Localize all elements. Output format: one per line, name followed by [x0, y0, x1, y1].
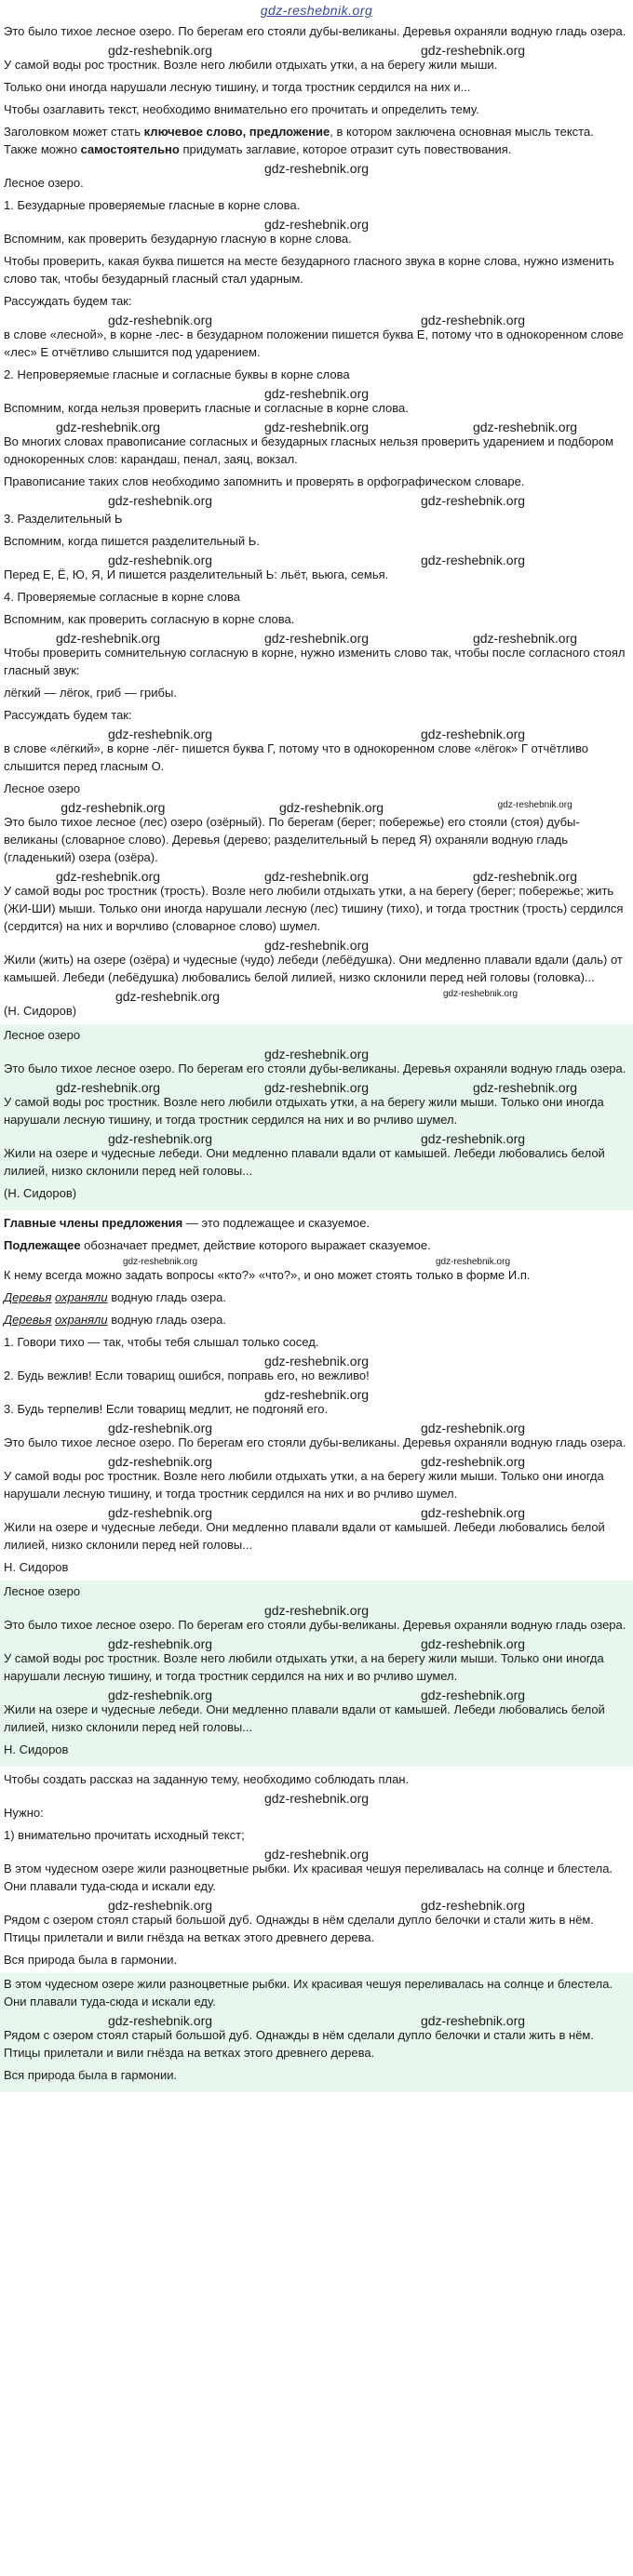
- annotated-paragraph-3: Жили (жить) на озере (озёра) и чудесные (чудо) лебеди (лебёдушка). Они медленно плавали вдали (даль) от камышей. Лебеди (лебёдушка) любовались белой лилией, низко склонили перед ней головы (головка)...: [4, 953, 623, 984]
- watermark: gdz-reshebnik.org: [472, 420, 578, 434]
- story-paragraph-2: Рядом с озером стоял старый большой дуб. Однажды в нём сделали дупло белочки и стали жить в нём. Птицы прилетали и вили гнёзда на ветках этого древнего дерева.: [4, 1913, 594, 1944]
- watermark: gdz-reshebnik.org: [263, 1047, 370, 1061]
- watermark: gdz-reshebnik.org: [107, 1688, 213, 1702]
- watermark: gdz-reshebnik.org: [472, 869, 578, 884]
- watermark-row: [4, 421, 629, 433]
- rule-line: Правописание таких слов необходимо запомнить и проверять в орфографическом словаре.: [4, 474, 525, 488]
- story-step-1: 1) внимательно прочитать исходный текст;: [4, 1828, 245, 1842]
- story-final-paragraph-2: Рядом с озером стоял старый большой дуб. Однажды в нём сделали дупло белочки и стали жить в нём. Птицы прилетали и вили гнёзда на ветках этого древнего дерева.: [4, 2028, 594, 2060]
- watermark-row: [4, 1355, 629, 1367]
- final-title: Лесное озеро: [4, 1584, 81, 1598]
- watermark: gdz-reshebnik.org: [420, 43, 526, 58]
- intro-paragraph-4: Чтобы озаглавить текст, необходимо внимательно его прочитать и определить тему.: [4, 102, 479, 116]
- rule-3-section: [4, 510, 629, 583]
- final-text-1: [0, 1024, 633, 1210]
- story-final: [0, 1973, 633, 2092]
- behavior-rule: 3. Будь терпелив! Если товарищ медлит, не подгоняй его.: [4, 1402, 329, 1416]
- watermark-row: [4, 1638, 629, 1649]
- story-intro: Чтобы создать рассказ на заданную тему, необходимо соблюдать план.: [4, 1772, 410, 1786]
- watermark-row: [4, 1422, 629, 1434]
- watermark: gdz-reshebnik.org: [55, 1080, 161, 1095]
- members-line-3: К нему всегда можно задать вопросы «кто?» «что?», и оно может стоять только в форме И.п.: [4, 1268, 531, 1282]
- watermark-row: [4, 1259, 629, 1266]
- watermark: gdz-reshebnik.org: [420, 2013, 526, 2028]
- watermark: gdz-reshebnik.org: [55, 869, 161, 884]
- rule-1-section: [4, 196, 629, 361]
- watermark: gdz-reshebnik.org: [114, 989, 221, 1004]
- rule-line: Рассуждать будем так:: [4, 294, 132, 308]
- watermark-row: [4, 1456, 629, 1467]
- watermark-row: [4, 1082, 629, 1093]
- watermark: gdz-reshebnik.org: [122, 1257, 198, 1267]
- watermark: gdz-reshebnik.org: [107, 727, 213, 741]
- story-section: [4, 1770, 629, 1969]
- watermark: gdz-reshebnik.org: [107, 1636, 213, 1651]
- watermark: gdz-reshebnik.org: [420, 1421, 526, 1435]
- watermark: gdz-reshebnik.org: [107, 313, 213, 327]
- site-header: [0, 0, 633, 22]
- watermark: gdz-reshebnik.org: [420, 1898, 526, 1913]
- watermark-row: [4, 728, 629, 740]
- example-sentence-2: [4, 1311, 629, 1328]
- watermark: gdz-reshebnik.org: [442, 989, 519, 999]
- watermark-row: [4, 219, 629, 230]
- predicate-underlined: охраняли: [55, 1290, 108, 1304]
- rule-title: 4. Проверяемые согласные в корне слова: [4, 590, 241, 604]
- rule-line: Во многих словах правописание согласных и безударных гласных нельзя проверить ударением и подбором однокоренных слов: карандаш, пенал, заяц, вокзал.: [4, 434, 614, 466]
- final-paragraph-1: Это было тихое лесное озеро. По берегам его стояли дубы-великаны. Деревья охраняли водную гладь озера.: [4, 1435, 626, 1449]
- final-author: Н. Сидоров: [4, 1560, 69, 1574]
- watermark-row: [4, 388, 629, 399]
- watermark: gdz-reshebnik.org: [263, 217, 370, 232]
- watermark: gdz-reshebnik.org: [263, 1603, 370, 1618]
- final-paragraph-3: Жили на озере и чудесные лебеди. Они медленно плавали вдали от камышей. Лебеди любовались белой лилией, низко склонили перед ней головы...: [4, 1702, 605, 1734]
- watermark: gdz-reshebnik.org: [420, 1454, 526, 1469]
- watermark-row: [4, 1900, 629, 1911]
- watermark: gdz-reshebnik.org: [263, 1080, 370, 1095]
- watermark: gdz-reshebnik.org: [263, 869, 370, 884]
- watermark-row: [4, 1507, 629, 1518]
- bold-text: ключевое слово, предложение: [143, 125, 330, 139]
- subject-underlined: Деревья: [4, 1313, 52, 1327]
- watermark: gdz-reshebnik.org: [107, 1505, 213, 1520]
- watermark-row: [4, 940, 629, 951]
- text: обозначает предмет, действие которого выражает сказуемое.: [80, 1238, 431, 1252]
- watermark: gdz-reshebnik.org: [107, 43, 213, 58]
- watermark: gdz-reshebnik.org: [107, 2013, 213, 2028]
- subject-underlined: Деревья: [4, 1290, 52, 1304]
- rule-line: лёгкий — лёгок, гриб — грибы.: [4, 686, 177, 700]
- watermark: gdz-reshebnik.org: [420, 1688, 526, 1702]
- watermark: gdz-reshebnik.org: [497, 800, 572, 810]
- watermark-row: [4, 163, 629, 174]
- page-content: [0, 22, 633, 2092]
- rule-line: в слове «лёгкий», в корне -лёг- пишется буква Г, потому что в однокоренном слове «лёгок» Г отчётливо слышится перед гласным О.: [4, 741, 588, 773]
- rule-line: в слове «лесной», в корне -лес- в безударном положении пишется буква Е, потому что в однокоренном слове «лес» Е отчётливо слышится под ударением.: [4, 327, 624, 359]
- rule-4-section: [4, 588, 629, 775]
- story-paragraph-1: В этом чудесном озере жили разноцветные рыбки. Их красивая чешуя переливалась на солнце и блестела. Они плавали туда-сюда и искали еду.: [4, 1862, 613, 1893]
- watermark: gdz-reshebnik.org: [107, 1898, 213, 1913]
- watermark-row: [4, 1048, 629, 1060]
- watermark-row: [4, 991, 629, 1002]
- final-paragraph-3: Жили на озере и чудесные лебеди. Они медленно плавали вдали от камышей. Лебеди любовались белой лилией, низко склонили перед ней головы...: [4, 1146, 605, 1178]
- watermark-row: [4, 871, 629, 882]
- rule-title: 1. Безударные проверяемые гласные в корне слова.: [4, 198, 301, 212]
- watermark-row: [4, 1389, 629, 1400]
- rule-line: Вспомним, как проверить безударную гласную в корне слова.: [4, 232, 352, 246]
- annotated-text-section: [4, 780, 629, 1020]
- watermark: gdz-reshebnik.org: [420, 1636, 526, 1651]
- rule-line: Вспомним, когда пишется разделительный Ь.: [4, 534, 260, 548]
- behavior-rules-section: [4, 1333, 629, 1418]
- watermark-row: [4, 1605, 629, 1616]
- title-lesnoe-ozero: Лесное озеро.: [4, 176, 84, 190]
- watermark: gdz-reshebnik.org: [420, 1131, 526, 1146]
- rule-line: Вспомним, когда нельзя проверить гласные и согласные в корне слова.: [4, 401, 409, 415]
- rule-line: Вспомним, как проверить согласную в корне слова.: [4, 612, 295, 626]
- final-paragraph-2: У самой воды рос тростник. Возле него любили отдыхать утки, а на берегу жили мыши. Только они иногда нарушали лесную тишину, и тогда тростник сердился на них и во рчливо шумел.: [4, 1651, 604, 1683]
- rule-line: Рассуждать будем так:: [4, 708, 132, 722]
- watermark-row: [4, 2015, 629, 2026]
- watermark: gdz-reshebnik.org: [263, 1387, 370, 1402]
- watermark: gdz-reshebnik.org: [278, 800, 384, 815]
- watermark-row: [4, 1133, 629, 1144]
- story-need: Нужно:: [4, 1806, 44, 1820]
- annotated-paragraph-2: У самой воды рос тростник (трость). Возле него любили отдыхать утки, а на берегу (берег; побережье; жить (ЖИ-ШИ) мыши. Только они иногда нарушали лесную (лес) тишину (тихо), и тогда тростник (трость) сердился (сердится) на них и ворчливо (словарное слово) шумел.: [4, 884, 624, 933]
- text: водную гладь озера.: [107, 1313, 227, 1327]
- final-paragraph-1: Это было тихое лесное озеро. По берегам его стояли дубы-великаны. Деревья охраняли водную гладь озера.: [4, 1061, 626, 1075]
- text: водную гладь озера.: [107, 1290, 227, 1304]
- text: — это подлежащее и сказуемое.: [182, 1216, 370, 1230]
- rule-line: Чтобы проверить, какая буква пишется на месте безударного гласного звука в корне слова, нужно изменить слово так, чтобы безударный гласный стал ударным.: [4, 254, 614, 286]
- behavior-rule: 2. Будь вежлив! Если товарищ ошибся, поправь его, но вежливо!: [4, 1368, 370, 1382]
- watermark: gdz-reshebnik.org: [263, 420, 370, 434]
- story-final-paragraph-1: В этом чудесном озере жили разноцветные рыбки. Их красивая чешуя переливалась на солнце и блестела. Они плавали туда-сюда и искали еду.: [4, 1977, 613, 2009]
- bold-text: Главные члены предложения: [4, 1216, 183, 1230]
- text: , в котором заключена основная мысль текста. Также можно: [4, 125, 594, 156]
- watermark: gdz-reshebnik.org: [107, 1131, 213, 1146]
- watermark: gdz-reshebnik.org: [107, 1421, 213, 1435]
- watermark-row: [4, 45, 629, 56]
- rule-line: Перед Е, Ё, Ю, Я, И пишется разделительный Ь: льёт, вьюга, семья.: [4, 567, 389, 581]
- annotated-paragraph-1: Это было тихое лесное (лес) озеро (озёрный). По берегам (берег; побережье) его стояли (стоя) дубы-великаны (словарное слово). Деревья (дерево; разделительный Ь перед Я) охраняли водную гладь (гладенький) озера (озёра).: [4, 815, 580, 864]
- final-author: Н. Сидоров: [4, 1742, 69, 1756]
- intro-paragraph-1: Это было тихое лесное озеро. По берегам его стояли дубы-великаны. Деревья охраняли водную гладь озера.: [4, 24, 626, 38]
- watermark: gdz-reshebnik.org: [107, 553, 213, 567]
- bold-text: Подлежащее: [4, 1238, 81, 1252]
- site-logo-link[interactable]: gdz-reshebnik.org: [260, 3, 373, 18]
- main-members-section: [4, 1214, 629, 1328]
- rule-line: Чтобы проверить сомнительную согласную в корне, нужно изменить слово так, чтобы после согласного стоял гласный звук:: [4, 646, 626, 677]
- rule-2-section: [4, 366, 629, 506]
- text: придумать заглавие, которое отразит суть повествования.: [179, 142, 512, 156]
- rule-title: 2. Непроверяемые гласные и согласные буквы в корне слова: [4, 367, 350, 381]
- watermark: gdz-reshebnik.org: [420, 727, 526, 741]
- watermark-row: [4, 802, 629, 813]
- watermark: gdz-reshebnik.org: [420, 1505, 526, 1520]
- watermark: gdz-reshebnik.org: [435, 1257, 511, 1267]
- final-text-2: [4, 1422, 629, 1576]
- watermark: gdz-reshebnik.org: [263, 631, 370, 646]
- final-title: Лесное озеро: [4, 1028, 81, 1042]
- watermark: gdz-reshebnik.org: [263, 386, 370, 401]
- intro-section: [4, 22, 629, 192]
- rule-title: 3. Разделительный Ь: [4, 512, 123, 526]
- watermark: gdz-reshebnik.org: [61, 800, 166, 815]
- text: Заголовком может стать: [4, 125, 144, 139]
- final-paragraph-2: У самой воды рос тростник. Возле него любили отдыхать утки, а на берегу жили мыши. Только они иногда нарушали лесную тишину, и тогда тростник сердился на них и во рчливо шумел.: [4, 1095, 604, 1127]
- watermark: gdz-reshebnik.org: [420, 313, 526, 327]
- watermark-row: [4, 1793, 629, 1804]
- watermark: gdz-reshebnik.org: [472, 631, 578, 646]
- watermark: gdz-reshebnik.org: [263, 1354, 370, 1368]
- watermark: gdz-reshebnik.org: [107, 1454, 213, 1469]
- story-paragraph-3: Вся природа была в гармонии.: [4, 1953, 178, 1967]
- final-text-3: [0, 1581, 633, 1767]
- watermark-row: [4, 1689, 629, 1701]
- watermark: gdz-reshebnik.org: [107, 493, 213, 508]
- watermark-row: [4, 554, 629, 566]
- final-paragraph-3: Жили на озере и чудесные лебеди. Они медленно плавали вдали от камышей. Лебеди любовались белой лилией, низко склонили перед ней головы...: [4, 1520, 605, 1552]
- example-sentence-1: [4, 1288, 629, 1306]
- intro-paragraph-3: Только они иногда нарушали лесную тишину, и тогда тростник сердился на них и...: [4, 80, 471, 94]
- watermark: gdz-reshebnik.org: [420, 553, 526, 567]
- watermark: gdz-reshebnik.org: [472, 1080, 578, 1095]
- watermark: gdz-reshebnik.org: [263, 938, 370, 953]
- predicate-underlined: охраняли: [55, 1313, 108, 1327]
- members-line-1: [4, 1214, 629, 1232]
- watermark: gdz-reshebnik.org: [55, 420, 161, 434]
- watermark: gdz-reshebnik.org: [55, 631, 161, 646]
- intro-paragraph-2: У самой воды рос тростник. Возле него любили отдыхать утки, а на берегу жили мыши.: [4, 58, 498, 72]
- annotated-title: Лесное озеро: [4, 781, 81, 795]
- watermark-row: [4, 633, 629, 644]
- behavior-rule: 1. Говори тихо — так, чтобы тебя слышал только сосед.: [4, 1335, 319, 1349]
- bold-text: самостоятельно: [80, 142, 180, 156]
- annotated-author: (Н. Сидоров): [4, 1004, 77, 1018]
- watermark: gdz-reshebnik.org: [263, 1791, 370, 1806]
- watermark: gdz-reshebnik.org: [263, 1847, 370, 1862]
- watermark: gdz-reshebnik.org: [263, 161, 370, 176]
- watermark-row: [4, 1849, 629, 1860]
- final-author: (Н. Сидоров): [4, 1186, 77, 1200]
- watermark-row: [4, 495, 629, 506]
- members-line-2: [4, 1236, 629, 1254]
- watermark: gdz-reshebnik.org: [420, 493, 526, 508]
- watermark-row: [4, 314, 629, 326]
- final-paragraph-1: Это было тихое лесное озеро. По берегам его стояли дубы-великаны. Деревья охраняли водную гладь озера.: [4, 1618, 626, 1632]
- story-final-paragraph-3: Вся природа была в гармонии.: [4, 2068, 178, 2082]
- intro-paragraph-5: [4, 123, 629, 158]
- final-paragraph-2: У самой воды рос тростник. Возле него любили отдыхать утки, а на берегу жили мыши. Только они иногда нарушали лесную тишину, и тогда тростник сердился на них и во рчливо шумел.: [4, 1469, 604, 1501]
